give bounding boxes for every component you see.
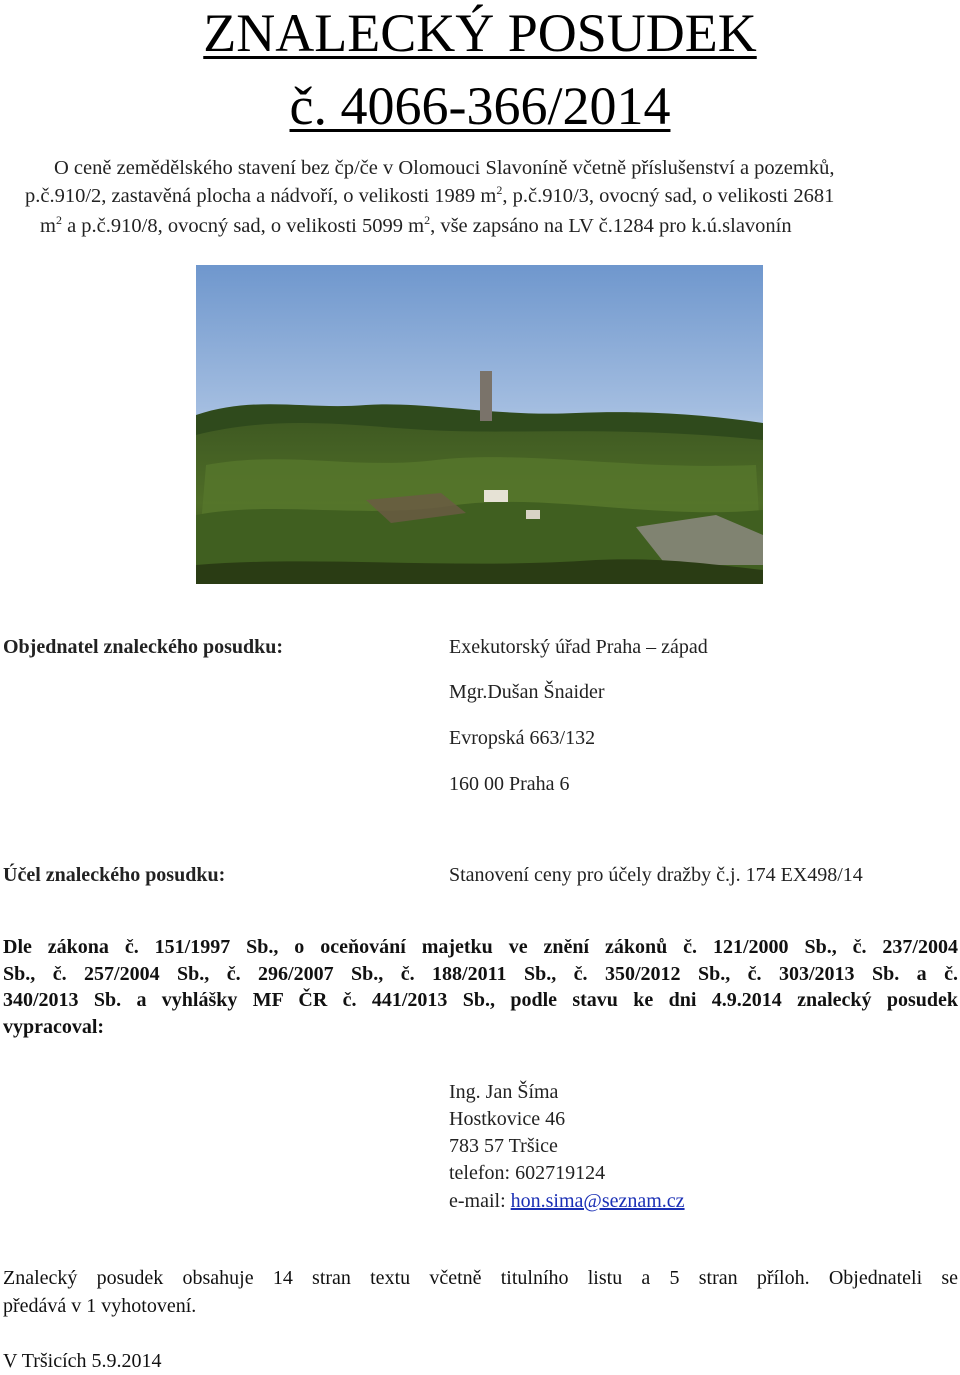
client-name: Mgr.Dušan Šnaider	[449, 681, 605, 703]
author-phone: telefon: 602719124	[449, 1162, 606, 1184]
client-city: 160 00 Praha 6	[449, 773, 570, 795]
footer-line-1: Znalecký posudek obsahuje 14 stran textu včetně titulního listu a 5 stran příloh. Objednateli se	[3, 1267, 958, 1289]
place-date: V Tršicích 5.9.2014	[3, 1350, 162, 1372]
subject-line-2: p.č.910/2, zastavěná plocha a nádvoří, o velikosti 1989 $m^2$, p.č.910/3, ovocný sad, o velikosti 2681	[25, 183, 835, 207]
document-number: č. 4066-366/2014	[289, 76, 671, 136]
law-line-1: Dle zákona č. 151/1997 Sb., o oceňování majetku ve znění zákonů č. 121/2000 Sb., č. 237/2004	[3, 936, 958, 958]
author-email-link[interactable]: hon.sima@seznam.cz	[510, 1190, 685, 1212]
footer-paragraph	[3, 1264, 958, 1320]
author-city: 783 57 Tršice	[449, 1135, 558, 1157]
law-paragraph	[3, 934, 958, 1040]
law-line-3: 340/2013 Sb. a vyhlášky MF ČR č. 441/2013 Sb., podle stavu ke dni 4.9.2014 znalecký posudek	[3, 989, 958, 1011]
author-name: Ing. Jan Šíma	[449, 1081, 559, 1103]
law-line-2: Sb., č. 257/2004 Sb., č. 296/2007 Sb., č. 188/2011 Sb., č. 350/2012 Sb., č. 303/2013 Sb. a č.	[3, 962, 958, 985]
author-email-label: e-mail:	[449, 1190, 511, 1212]
author-email-row	[449, 1190, 685, 1213]
client-street: Evropská 663/132	[449, 727, 596, 749]
purpose-value: Stanovení ceny pro účely dražby č.j. 174 EX498/14	[449, 864, 863, 886]
author-street: Hostkovice 46	[449, 1108, 566, 1130]
purpose-label: Účel znaleckého posudku:	[3, 864, 226, 886]
document-title: ZNALECKÝ POSUDEK	[203, 3, 757, 63]
subject-line-3: $m^2$ a p.č.910/8, ovocný sad, o velikosti 5099 $m^2$, vše zapsáno na LV č.1284 pro k.ú.slavonín	[40, 213, 792, 237]
law-line-4: vypracoval:	[3, 1015, 105, 1038]
client-office: Exekutorský úřad Praha – západ	[449, 636, 708, 658]
subject-line-1: O ceně zemědělského stavení bez čp/če v Olomouci Slavoníně včetně příslušenství a pozemků,	[54, 157, 835, 179]
property-photo	[196, 265, 763, 584]
footer-line-2: předává v 1 vyhotovení.	[3, 1295, 197, 1317]
client-label: Objednatel znaleckého posudku:	[3, 636, 284, 658]
